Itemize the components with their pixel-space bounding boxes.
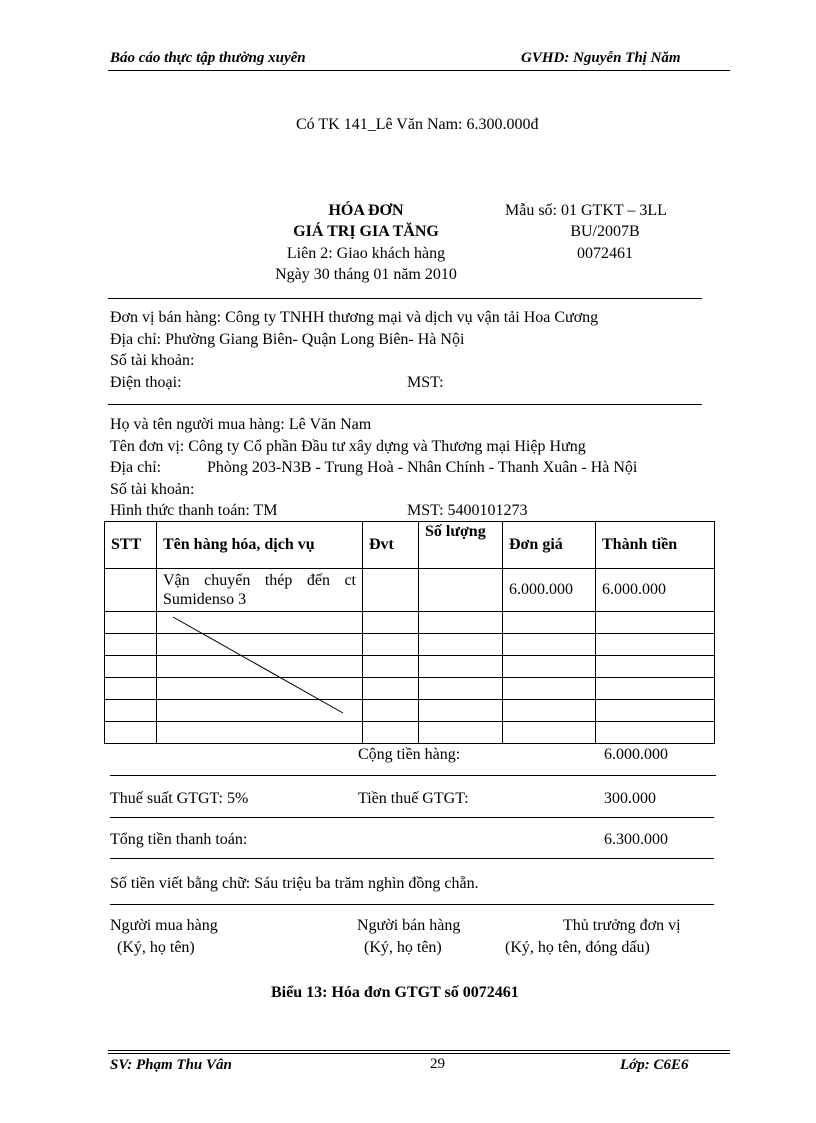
- col-header-stt: STT: [105, 522, 157, 569]
- buyer-account: Số tài khoản:: [110, 481, 195, 498]
- invoice-date: Ngày 30 tháng 01 năm 2010: [275, 266, 457, 283]
- total-value: 6.300.000: [604, 831, 668, 848]
- footer-student: SV: Phạm Thu Vân: [110, 1057, 232, 1073]
- seller-account: Số tài khoản:: [110, 352, 195, 369]
- seller-tax-code: MST:: [407, 374, 444, 391]
- vat-label: Tiền thuế GTGT:: [358, 790, 469, 807]
- page-number: 29: [430, 1056, 445, 1072]
- invoice-form-no: Mẫu số: 01 GTKT – 3LL: [505, 202, 667, 219]
- invoice-series: BU/2007B: [570, 223, 640, 240]
- buyer-address: Phòng 203-N3B - Trung Hoà - Nhân Chính - Thanh Xuân - Hà Nội: [207, 459, 638, 476]
- col-header-unit-price: Đơn giá: [503, 522, 596, 569]
- col-header-unit: Đvt: [363, 522, 419, 569]
- figure-caption: Biểu 13: Hóa đơn GTGT số 0072461: [271, 984, 519, 1001]
- seller-unit: Đơn vị bán hàng: Công ty TNHH thương mại và dịch vụ vận tải Hoa Cương: [110, 309, 599, 326]
- buyer-tax-code: MST: 5400101273: [407, 502, 528, 519]
- footer-rule: [108, 1050, 730, 1051]
- subtotal-label: Cộng tiền hàng:: [358, 746, 461, 763]
- buyer-address-label: Địa chỉ:: [110, 459, 162, 476]
- buyer-name: Họ và tên người mua hàng: Lê Văn Nam: [110, 416, 372, 433]
- signature-head-note: (Ký, họ tên, đóng dấu): [505, 939, 650, 956]
- col-header-amount: Thành tiền: [596, 522, 715, 569]
- divider: [110, 904, 714, 905]
- header-report-title: Báo cáo thực tập thường xuyên: [110, 50, 306, 66]
- divider: [110, 858, 714, 859]
- signature-buyer-note: (Ký, họ tên): [117, 939, 195, 956]
- total-label: Tổng tiền thanh toán:: [110, 831, 248, 848]
- divider: [110, 817, 714, 818]
- amount-in-words: Số tiền viết bằng chữ: Sáu triệu ba trăm nghìn đồng chẵn.: [110, 875, 479, 892]
- header-supervisor: GVHD: Nguyễn Thị Năm: [521, 50, 681, 66]
- footer-rule: [108, 1053, 730, 1054]
- col-header-quantity: Số lượng: [419, 522, 503, 569]
- col-header-item-name: Tên hàng hóa, dịch vụ: [157, 522, 363, 569]
- cell-unit-price: 6.000.000: [503, 569, 596, 612]
- cell-amount: 6.000.000: [596, 569, 715, 612]
- vat-value: 300.000: [604, 790, 656, 807]
- invoice-number: 0072461: [577, 245, 633, 262]
- signature-buyer: Người mua hàng: [110, 917, 218, 934]
- seller-phone: Điện thoại:: [110, 374, 182, 391]
- signature-seller: Người bán hàng: [357, 917, 461, 934]
- credit-account-line: Có TK 141_Lê Văn Nam: 6.300.000đ: [296, 116, 539, 133]
- divider: [110, 775, 716, 776]
- payment-method: Hình thức thanh toán: TM: [110, 502, 278, 519]
- buyer-unit: Tên đơn vị: Công ty Cổ phần Đầu tư xây dựng và Thương mại Hiệp Hưng: [110, 438, 586, 455]
- invoice-subtitle: GIÁ TRỊ GIA TĂNG: [293, 223, 439, 240]
- footer-class: Lớp: C6E6: [620, 1057, 689, 1073]
- vat-rate: Thuế suất GTGT: 5%: [110, 790, 249, 807]
- cell-item-name: Vận chuyển thép đến ct Sumidenso 3: [157, 569, 363, 612]
- seller-address: Địa chỉ: Phường Giang Biên- Quận Long Biên- Hà Nội: [110, 331, 465, 348]
- subtotal-value: 6.000.000: [604, 746, 668, 763]
- invoice-copy: Liên 2: Giao khách hàng: [286, 245, 446, 262]
- invoice-title: HÓA ĐƠN: [328, 202, 404, 219]
- signature-seller-note: (Ký, họ tên): [364, 939, 442, 956]
- signature-head: Thủ trưởng đơn vị: [563, 917, 681, 934]
